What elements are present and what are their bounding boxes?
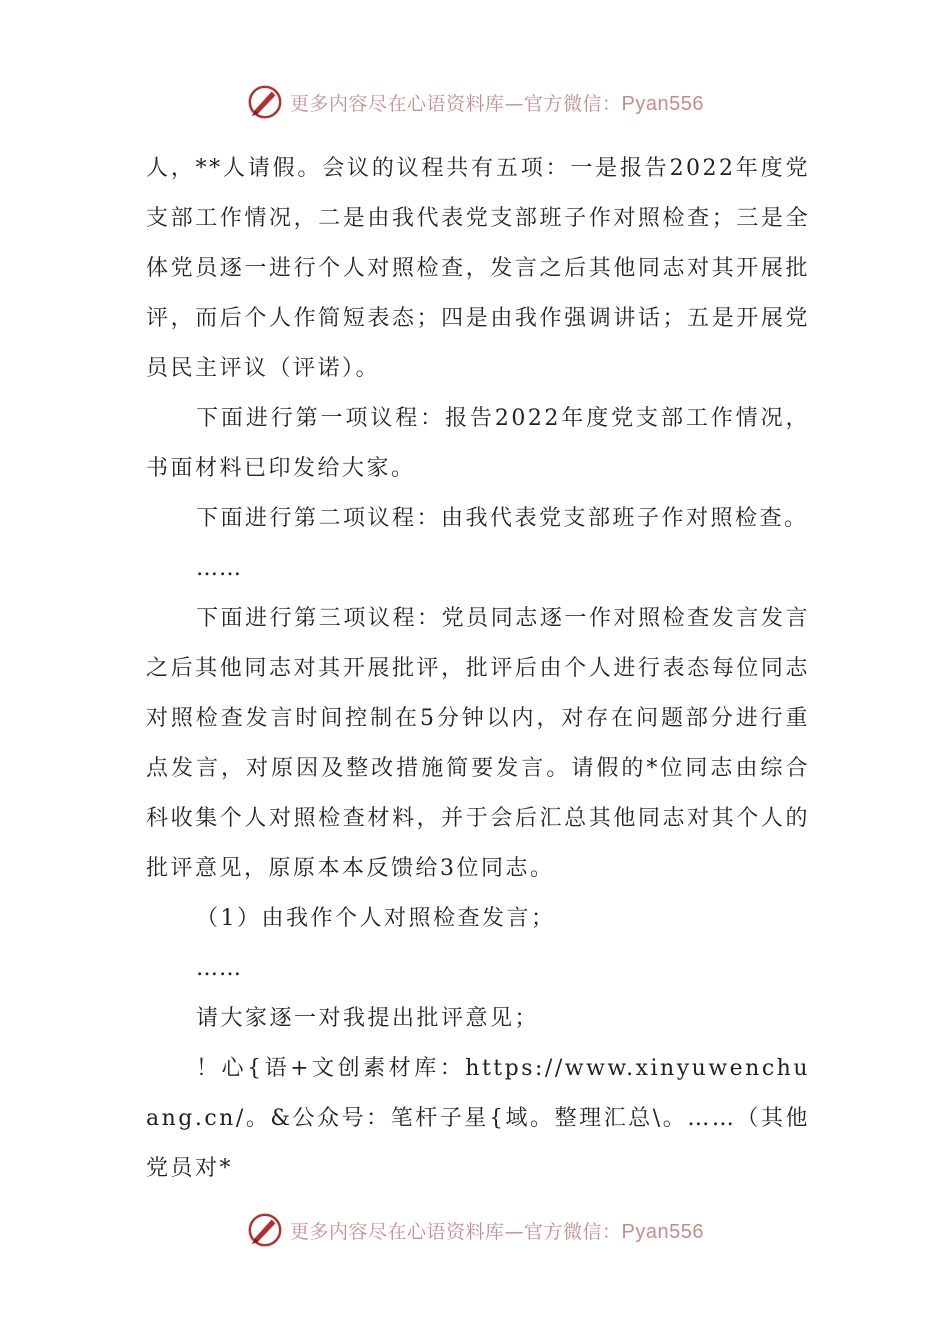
- pen-logo-icon: [246, 83, 284, 121]
- paragraph-item-two: 下面进行第二项议程：由我代表党支部班子作对照检查。: [196, 506, 809, 531]
- paragraph-agenda: 人，**人请假。会议的议程共有五项：一是报告2022年度党支部工作情况，二是由我代表党支部班子作对照检查；三是全体党员逐一进行个人对照检查，发言之后其他同志对其开展批评，而后个人作简短表态；四是由我作强调讲话；五是开展党员民主评议（评诺）。: [146, 156, 810, 381]
- watermark-banner-top: [0, 80, 950, 124]
- paragraph-source-note: ！心{语+文创素材库：https://www.xinyuwenchuang.cn/。&公众号：笔杆子星{域。整理汇总\。……（其他党员对*: [146, 1056, 810, 1181]
- paragraph-self-review: （1）由我作个人对照检查发言；: [196, 906, 556, 931]
- paragraph-request-criticism: 请大家逐一对我提出批评意见；: [196, 1006, 540, 1031]
- pen-logo-icon: [246, 1211, 284, 1249]
- document-body: [146, 144, 810, 1194]
- watermark-text: 更多内容尽在心语资料库—官方微信：Pyan556: [290, 92, 704, 115]
- ellipsis-line: ……: [196, 556, 242, 581]
- paragraph-item-one: 下面进行第一项议程：报告2022年度党支部工作情况，书面材料已印发给大家。: [146, 406, 810, 481]
- paragraph-item-three: 下面进行第三项议程：党员同志逐一作对照检查发言发言之后其他同志对其开展批评，批评后由个人进行表态每位同志对照检查发言时间控制在5分钟以内，对存在问题部分进行重点发言，对原因及整改措施简要发言。请假的*位同志由综合科收集个人对照检查材料，并于会后汇总其他同志对其个人的批评意见，原原本本反馈给3位同志。: [146, 606, 810, 881]
- ellipsis-line: ……: [196, 956, 242, 981]
- watermark-text: 更多内容尽在心语资料库—官方微信：Pyan556: [290, 1220, 704, 1243]
- watermark-banner-bottom: [0, 1208, 950, 1252]
